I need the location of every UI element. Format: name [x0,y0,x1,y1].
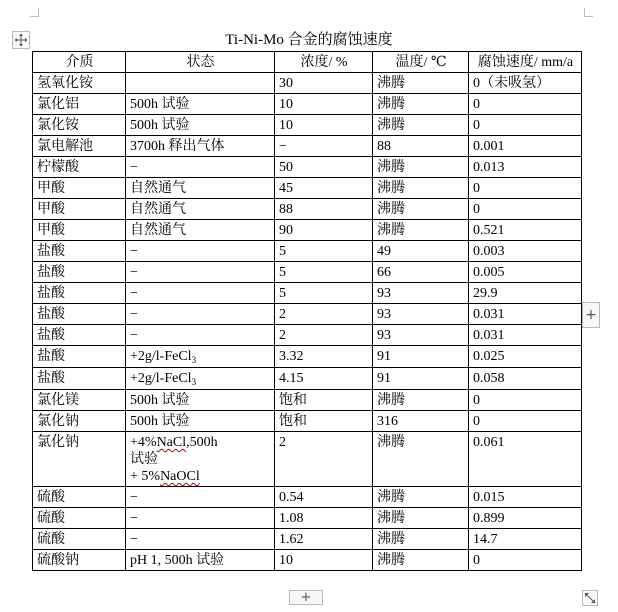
table-row [33,199,582,220]
cell-state [126,199,275,220]
concentration-text: 10 [279,118,293,133]
cell-corrosion-rate [469,368,582,390]
corrosion-rate-text: 0 [473,97,480,112]
cell-temperature [373,304,469,325]
table-row [33,304,582,325]
cell-corrosion-rate [469,487,582,508]
state-text: − [130,490,138,505]
cell-medium [33,432,126,487]
cell-concentration [275,411,373,432]
cell-state [126,487,275,508]
cell-corrosion-rate [469,136,582,157]
concentration-text: 45 [279,181,293,196]
medium-text: 盐酸 [37,244,65,259]
temperature-text: 沸腾 [377,435,405,450]
state-text: +2g/l-FeCl [130,371,192,386]
cell-concentration [275,241,373,262]
state-text: 自然通气 [130,223,186,238]
state-text: − [130,286,138,301]
corrosion-table [32,51,582,571]
cell-medium [33,199,126,220]
margin-corner-top-left [30,8,39,17]
medium-text: 柠檬酸 [37,160,79,175]
cell-concentration [275,262,373,283]
cell-concentration [275,220,373,241]
table-row [33,178,582,199]
table-resize-handle[interactable] [582,590,598,606]
cell-state [126,73,275,94]
concentration-text: − [279,139,287,154]
concentration-text: 88 [279,202,293,217]
cell-state [126,529,275,550]
cell-corrosion-rate [469,220,582,241]
medium-text: 甲酸 [37,202,65,217]
corrosion-rate-text: 0 [473,118,480,133]
cell-corrosion-rate [469,346,582,368]
cell-concentration [275,115,373,136]
cell-medium [33,136,126,157]
corrosion-rate-text: 0.003 [473,244,505,259]
corrosion-rate-text: 0.058 [473,371,505,386]
cell-medium [33,241,126,262]
temperature-text: 93 [377,307,391,322]
temperature-text: 93 [377,328,391,343]
state-text: + 5% [130,469,161,484]
table-row [33,241,582,262]
concentration-text: 4.15 [279,371,304,386]
add-column-button[interactable] [582,302,600,328]
concentration-text: 3.32 [279,349,304,364]
state-text: NaCl [156,435,187,450]
corrosion-rate-text: 0.061 [473,435,505,450]
header-temperature: 温度/ ℃ [373,52,469,73]
concentration-text: 10 [279,553,293,568]
medium-text: 硫酸 [37,490,65,505]
cell-corrosion-rate [469,508,582,529]
corrosion-rate-text: 0 [473,181,480,196]
cell-temperature [373,346,469,368]
cell-corrosion-rate [469,73,582,94]
cell-corrosion-rate [469,241,582,262]
corrosion-rate-text: 0.521 [473,223,505,238]
cell-medium [33,94,126,115]
temperature-text: 49 [377,244,391,259]
margin-corner-top-right [584,8,593,17]
cell-medium [33,346,126,368]
cell-concentration [275,346,373,368]
cell-temperature [373,178,469,199]
header-concentration: 浓度/ % [275,52,373,73]
temperature-text: 88 [377,139,391,154]
cell-concentration [275,325,373,346]
table-row [33,94,582,115]
medium-text: 盐酸 [37,265,65,280]
concentration-text: 1.08 [279,511,304,526]
state-text: − [130,160,138,175]
cell-state [126,262,275,283]
medium-text: 氯化镁 [37,393,79,408]
table-row [33,529,582,550]
cell-medium [33,325,126,346]
state-text: − [130,511,138,526]
state-text: 500h 试验 [130,118,190,133]
state-text: +4% [130,435,157,450]
table-row [33,115,582,136]
header-corrosion-rate: 腐蚀速度/ mm/a [469,52,582,73]
cell-state [126,508,275,529]
cell-temperature [373,390,469,411]
subscript-text: 3 [191,355,197,365]
concentration-text: 30 [279,76,293,91]
medium-text: 氢氧化铵 [37,76,93,91]
cell-medium [33,73,126,94]
temperature-text: 沸腾 [377,202,405,217]
temperature-text: 93 [377,286,391,301]
state-text: − [130,265,138,280]
cell-state [126,220,275,241]
table-row [33,325,582,346]
concentration-text: 5 [279,286,286,301]
table-row [33,550,582,571]
concentration-text: 2 [279,307,286,322]
cell-temperature [373,157,469,178]
cell-concentration [275,178,373,199]
corrosion-rate-text: 0.013 [473,160,505,175]
cell-temperature [373,508,469,529]
resize-arrows-icon [584,592,596,604]
cell-temperature [373,262,469,283]
state-text: 3700h 释出气体 [130,139,225,154]
concentration-text: 饱和 [279,414,307,429]
cell-temperature [373,325,469,346]
medium-text: 盐酸 [37,286,65,301]
corrosion-rate-text: 0.899 [473,511,505,526]
cell-temperature [373,73,469,94]
cell-temperature [373,199,469,220]
temperature-text: 91 [377,371,391,386]
temperature-text: 沸腾 [377,160,405,175]
corrosion-rate-text: 29.9 [473,286,498,301]
cell-corrosion-rate [469,178,582,199]
temperature-text: 沸腾 [377,76,405,91]
table-row [33,432,582,487]
cell-concentration [275,487,373,508]
cell-medium [33,411,126,432]
cell-state [126,390,275,411]
cell-state [126,346,275,368]
table-row [33,283,582,304]
concentration-text: 90 [279,223,293,238]
plus-icon: + [300,590,312,605]
corrosion-rate-text: 0 [473,553,480,568]
table-row [33,487,582,508]
cell-temperature [373,529,469,550]
medium-text: 硫酸钠 [37,553,79,568]
subscript-text: 3 [191,377,197,387]
cell-medium [33,390,126,411]
corrosion-rate-text: 0.031 [473,328,505,343]
table-row [33,73,582,94]
cell-temperature [373,241,469,262]
concentration-text: 2 [279,435,286,450]
cell-corrosion-rate [469,199,582,220]
cell-temperature [373,368,469,390]
corrosion-rate-text: 0.025 [473,349,505,364]
cell-medium [33,157,126,178]
medium-text: 氯化钠 [37,414,79,429]
state-text: NaOCl [160,469,200,484]
concentration-text: 0.54 [279,490,304,505]
header-medium: 介质 [33,52,126,73]
corrosion-rate-text: 14.7 [473,532,498,547]
cell-medium [33,550,126,571]
corrosion-rate-text: 0.001 [473,139,505,154]
plus-icon: + [585,307,597,323]
cell-state [126,115,275,136]
cell-concentration [275,304,373,325]
cell-medium [33,508,126,529]
cell-temperature [373,432,469,487]
cell-medium [33,368,126,390]
cell-concentration [275,199,373,220]
cell-corrosion-rate [469,304,582,325]
cell-medium [33,304,126,325]
medium-text: 甲酸 [37,223,65,238]
medium-text: 甲酸 [37,181,65,196]
medium-text: 氯化铝 [37,97,79,112]
table-header-row [33,52,582,73]
cell-state [126,304,275,325]
cell-state [126,550,275,571]
state-text: − [130,532,138,547]
cell-corrosion-rate [469,325,582,346]
cell-temperature [373,283,469,304]
temperature-text: 91 [377,349,391,364]
table-title: Ti-Ni-Mo 合金的腐蚀速度 [225,32,393,48]
state-text: 500h 试验 [130,393,190,408]
table-row [33,136,582,157]
cell-state [126,136,275,157]
temperature-text: 沸腾 [377,393,405,408]
table-row [33,220,582,241]
cell-temperature [373,550,469,571]
concentration-text: 2 [279,328,286,343]
state-text: 500h 试验 [130,414,190,429]
temperature-text: 66 [377,265,391,280]
medium-text: 氯化铵 [37,118,79,133]
cell-concentration [275,136,373,157]
cell-state [126,368,275,390]
medium-text: 硫酸 [37,532,65,547]
corrosion-rate-text: 0 [473,414,480,429]
table-row [33,368,582,390]
corrosion-rate-text: 0 [473,393,480,408]
temperature-text: 沸腾 [377,97,405,112]
state-text: +2g/l-FeCl [130,349,192,364]
corrosion-rate-text: 0.015 [473,490,505,505]
table-row [33,508,582,529]
state-text: − [130,328,138,343]
temperature-text: 沸腾 [377,490,405,505]
cell-state [126,241,275,262]
cell-temperature [373,94,469,115]
cell-state [126,178,275,199]
cell-temperature [373,115,469,136]
cell-corrosion-rate [469,283,582,304]
table-row [33,262,582,283]
cell-medium [33,529,126,550]
temperature-text: 沸腾 [377,118,405,133]
cell-temperature [373,136,469,157]
cell-concentration [275,508,373,529]
cell-concentration [275,432,373,487]
add-row-button[interactable] [289,590,323,605]
cell-corrosion-rate [469,390,582,411]
temperature-text: 沸腾 [377,223,405,238]
cell-medium [33,283,126,304]
state-text: − [130,244,138,259]
cell-concentration [275,157,373,178]
cell-concentration [275,368,373,390]
cell-corrosion-rate [469,411,582,432]
temperature-text: 沸腾 [377,181,405,196]
cell-state: +4%NaCl,500h 试验 + 5%NaOCl [126,432,275,487]
state-text: 500h [189,435,218,450]
cell-state [126,411,275,432]
state-text: 自然通气 [130,202,186,217]
cell-state [126,157,275,178]
cell-temperature [373,220,469,241]
cell-state [126,283,275,304]
cell-temperature [373,487,469,508]
cell-medium [33,262,126,283]
state-text: 500h 试验 [130,97,190,112]
state-text: 自然通气 [130,181,186,196]
cell-medium [33,178,126,199]
temperature-text: 沸腾 [377,532,405,547]
cell-concentration [275,550,373,571]
concentration-text: 50 [279,160,293,175]
cell-corrosion-rate [469,550,582,571]
medium-text: 盐酸 [37,307,65,322]
medium-text: 氯化钠 [37,435,79,450]
concentration-text: 10 [279,97,293,112]
cell-concentration [275,283,373,304]
cell-medium [33,115,126,136]
header-state: 状态 [126,52,275,73]
cell-concentration [275,390,373,411]
medium-text: 盐酸 [37,371,65,386]
temperature-text: 沸腾 [377,511,405,526]
table-row [33,157,582,178]
corrosion-rate-text: 0.031 [473,307,505,322]
cell-corrosion-rate [469,115,582,136]
concentration-text: 5 [279,244,286,259]
state-text: pH 1, 500h 试验 [130,553,225,568]
cell-concentration [275,73,373,94]
cell-corrosion-rate [469,157,582,178]
corrosion-rate-text: 0（未吸氢） [473,76,550,91]
cell-temperature [373,411,469,432]
temperature-text: 沸腾 [377,553,405,568]
temperature-text: 316 [377,414,398,429]
corrosion-rate-text: 0 [473,202,480,217]
concentration-text: 5 [279,265,286,280]
cell-medium [33,220,126,241]
cell-corrosion-rate [469,432,582,487]
cell-medium [33,487,126,508]
medium-text: 盐酸 [37,349,65,364]
medium-text: 硫酸 [37,511,65,526]
corrosion-rate-text: 0.005 [473,265,505,280]
concentration-text: 饱和 [279,393,307,408]
table-row [33,411,582,432]
cell-concentration [275,529,373,550]
state-text: − [130,307,138,322]
cell-state [126,94,275,115]
table-row [33,346,582,368]
concentration-text: 1.62 [279,532,304,547]
cell-corrosion-rate [469,94,582,115]
cell-concentration [275,94,373,115]
state-text: 试验 [130,452,158,467]
medium-text: 氯电解池 [37,139,93,154]
table-row [33,390,582,411]
cell-corrosion-rate [469,262,582,283]
medium-text: 盐酸 [37,328,65,343]
cell-state [126,325,275,346]
cell-corrosion-rate [469,529,582,550]
